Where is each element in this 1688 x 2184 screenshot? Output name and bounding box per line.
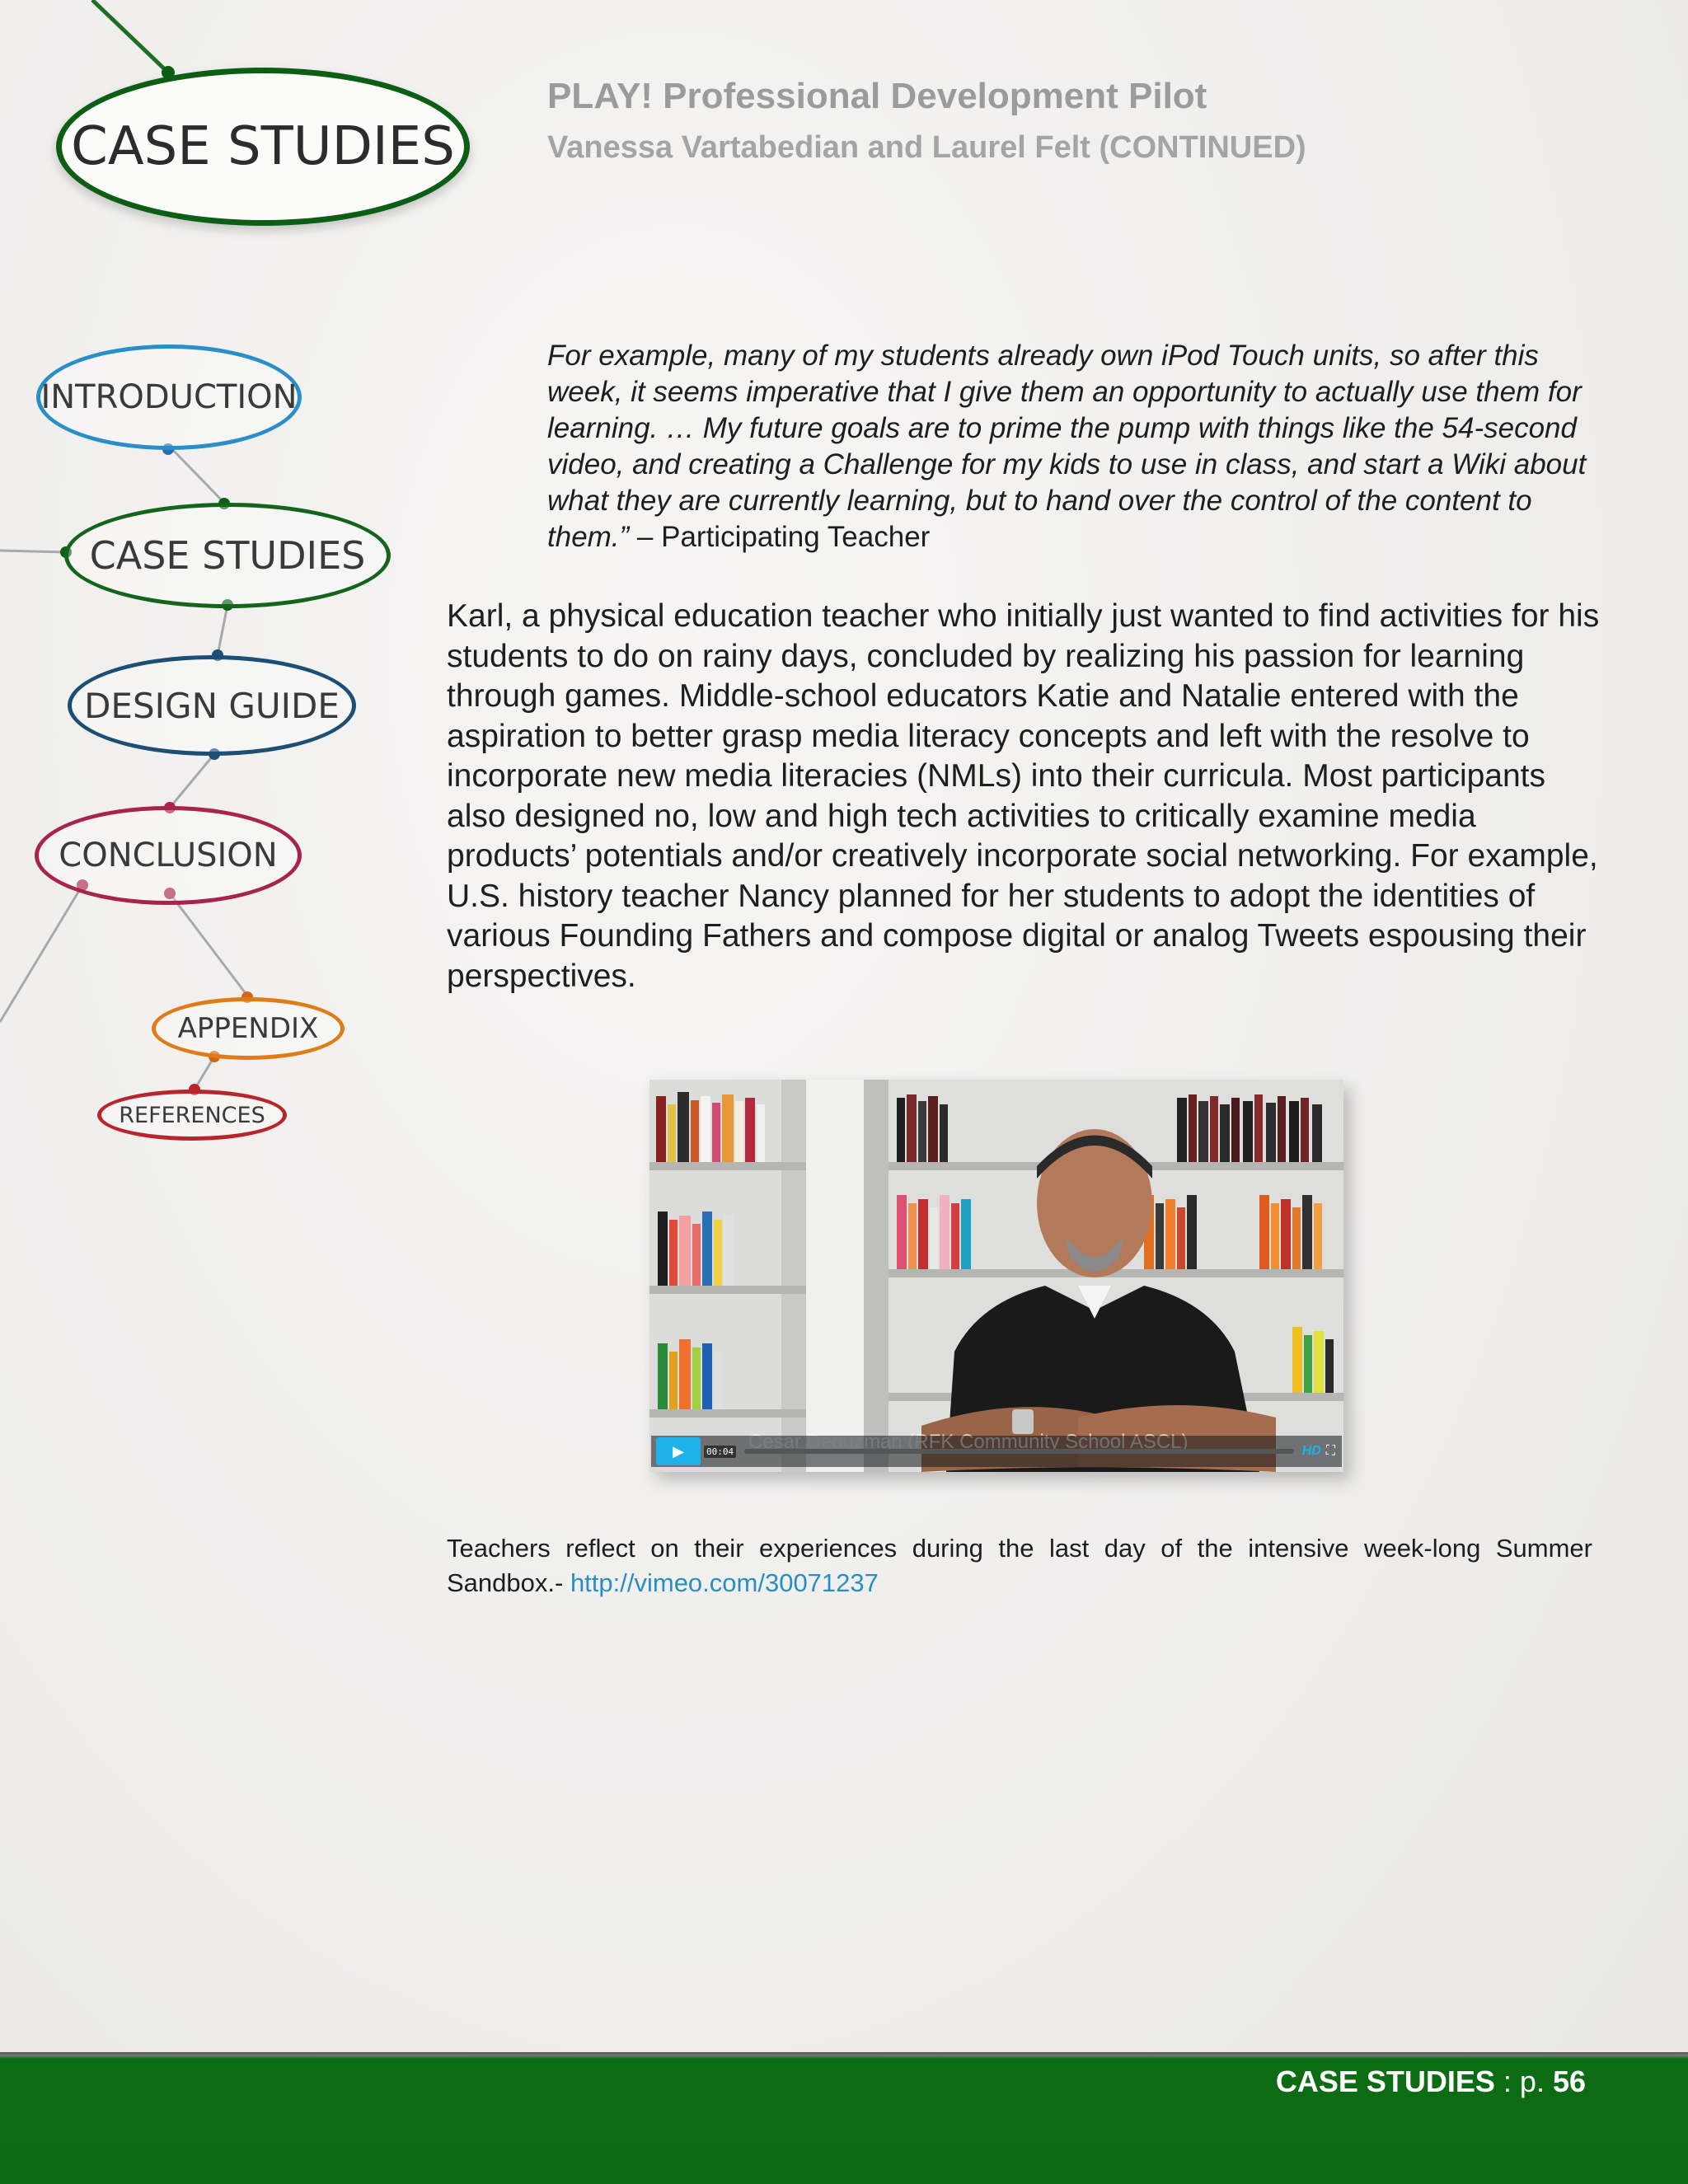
nav-references[interactable] — [97, 1090, 287, 1141]
nav-references-label: REFERENCES — [119, 1102, 265, 1128]
section-badge — [56, 68, 470, 226]
video-player[interactable] — [649, 1080, 1343, 1472]
quote-text: For example, many of my students already own iPod Touch units, so after this week, it seems imperative that I give them an opportunity to actually use them for learning. … My future goals are to prime the pump with things like the 54-second video, and creating a Challenge for my kids to use in class, and start a Wiki about what they are currently learning, but to hand over the control of the content to them.” — [547, 340, 1587, 553]
footer-page-label — [1276, 2064, 1586, 2099]
nav-design-guide-label: DESIGN GUIDE — [84, 685, 340, 726]
section-badge-label: CASE STUDIES — [71, 116, 455, 177]
page-title: PLAY! Professional Development Pilot — [547, 76, 1207, 116]
nav-appendix-label: APPENDIX — [177, 1012, 319, 1045]
play-button[interactable] — [656, 1437, 701, 1465]
nav-case-studies[interactable] — [64, 503, 391, 608]
nav-design-guide[interactable] — [68, 655, 356, 756]
footer-section: CASE STUDIES — [1275, 2064, 1495, 2098]
video-progress-bar[interactable] — [744, 1449, 1294, 1454]
video-controls — [651, 1436, 1342, 1467]
body-paragraph: Karl, a physical education teacher who initially just wanted to find activities for his students to do on rainy days, concluded by realizing his passion for learning through games. Middle-school educators Katie and Natalie entered with the aspiration to better grasp media literacy concepts and left with the resolve to incorporate new media literacies (NMLs) into their curricula. Most participants also designed no, low and high tech activities to critically examine media products’ potentials and/or creatively incorporate social networking. For example, U.S. history teacher Nancy planned for her students to adopt the identities of various Founding Fathers and compose digital or analog Tweets espousing their perspectives. — [447, 598, 1600, 994]
footer-separator: : p. — [1494, 2064, 1553, 2098]
nav-appendix[interactable] — [152, 997, 345, 1060]
hd-toggle[interactable]: HD — [1301, 1444, 1321, 1458]
footer-page-number: 56 — [1552, 2064, 1586, 2098]
nav-introduction[interactable] — [36, 344, 302, 450]
nav-conclusion[interactable] — [35, 806, 302, 905]
nav-case-studies-label: CASE STUDIES — [89, 533, 366, 578]
caption-text: Teachers reflect on their experiences during the last day of the intensive week-long Summer Sandbox.- — [447, 1534, 1592, 1597]
fullscreen-icon[interactable]: ⛶ — [1325, 1444, 1335, 1458]
nav-introduction-label: INTRODUCTION — [40, 378, 298, 416]
video-thumbnail — [649, 1080, 1343, 1472]
nav-conclusion-label: CONCLUSION — [59, 837, 278, 874]
video-time: 00:04 — [704, 1446, 736, 1458]
page-subtitle: Vanessa Vartabedian and Laurel Felt (CONTINUED) — [547, 130, 1306, 165]
vimeo-link[interactable]: http://vimeo.com/30071237 — [570, 1568, 879, 1597]
quote-attribution: – Participating Teacher — [629, 521, 931, 553]
play-icon: ▶ — [673, 1442, 684, 1460]
